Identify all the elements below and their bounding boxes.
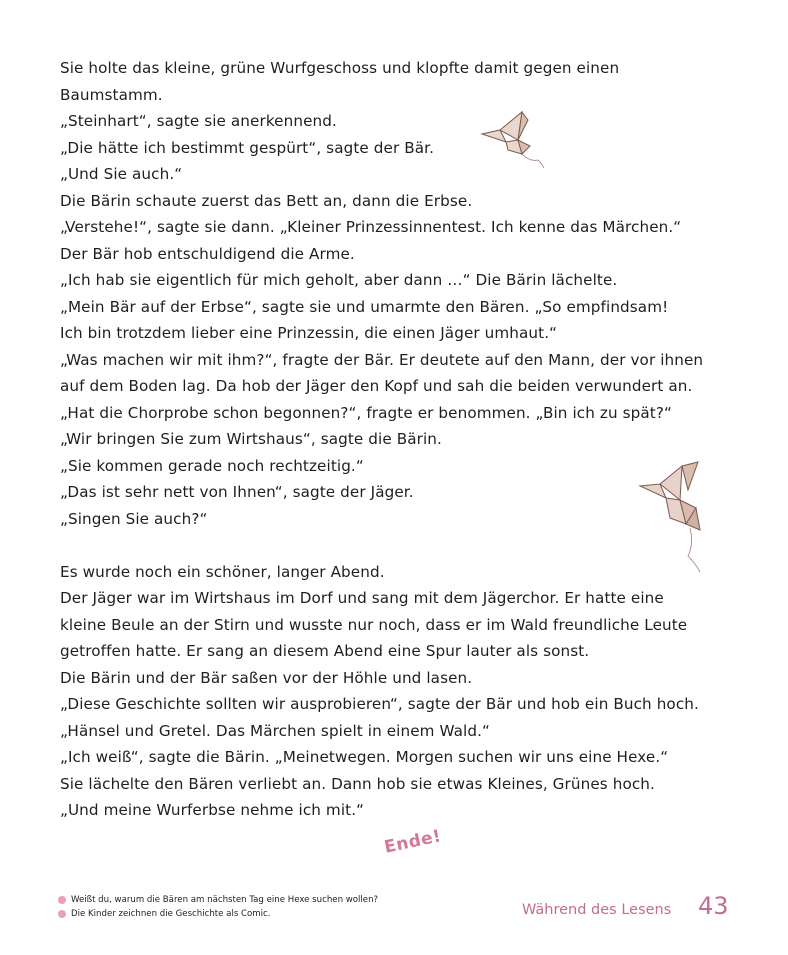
story-line: „Sie kommen gerade noch rechtzeitig.“ bbox=[60, 456, 364, 475]
story-line: „Was machen wir mit ihm?“, fragte der Bär. Er deutete auf den Mann, der vor ihnen bbox=[60, 350, 704, 369]
story-line: kleine Beule an der Stirn und wusste nur noch, dass er im Wald freundliche Leute bbox=[60, 615, 688, 634]
story-line: „Und Sie auch.“ bbox=[60, 165, 183, 183]
story-line: Ich bin trotzdem lieber eine Prinzessin, die einen Jäger umhaut.“ bbox=[60, 324, 558, 342]
story-line: „Steinhart“, sagte sie anerkennend. bbox=[60, 112, 337, 130]
story-line: Die Bärin schaute zuerst das Bett an, dann die Erbse. bbox=[60, 191, 473, 210]
story-line: Baumstamm. bbox=[60, 85, 163, 104]
story-line: „Und meine Wurferbse nehme ich mit.“ bbox=[60, 801, 365, 819]
teacher-notes bbox=[58, 893, 378, 921]
story-line: „Ich weiß“, sagte die Bärin. „Meinetwegen. Morgen suchen wir uns eine Hexe.“ bbox=[60, 748, 669, 766]
story-line: „Das ist sehr nett von Ihnen“, sagte der Jäger. bbox=[60, 483, 414, 501]
story-line: getroffen hatte. Er sang an diesem Abend eine Spur lauter als sonst. bbox=[60, 642, 590, 660]
story-line: „Diese Geschichte sollten wir ausprobieren“, sagte der Bär und hob ein Buch hoch. bbox=[60, 695, 699, 713]
ende-stamp: Ende! bbox=[382, 826, 444, 858]
note-text: Die Kinder zeichnen die Geschichte als Comic. bbox=[71, 909, 271, 919]
story-line: „Hat die Chorprobe schon begonnen?“, fragte er benommen. „Bin ich zu spät?“ bbox=[60, 403, 672, 422]
note-item bbox=[58, 893, 378, 907]
story-line: „Hänsel und Gretel. Das Märchen spielt in einem Wald.“ bbox=[60, 721, 490, 740]
story-line: Es wurde noch ein schöner, langer Abend. bbox=[60, 562, 385, 581]
note-text: Weißt du, warum die Bären am nächsten Tag eine Hexe suchen wollen? bbox=[71, 895, 379, 905]
story-line: Sie lächelte den Bären verliebt an. Dann hob sie etwas Kleines, Grünes hoch. bbox=[60, 774, 655, 793]
section-label: Während des Lesens bbox=[522, 902, 672, 918]
story-text bbox=[60, 55, 720, 824]
origami-bird-icon bbox=[478, 110, 550, 172]
paragraph-gap bbox=[60, 532, 720, 559]
story-line: Der Bär hob entschuldigend die Arme. bbox=[60, 244, 355, 263]
story-line: „Singen Sie auch?“ bbox=[60, 509, 208, 528]
origami-bird-icon bbox=[636, 460, 716, 580]
page-number: 43 bbox=[698, 892, 729, 920]
story-line: auf dem Boden lag. Da hob der Jäger den Kopf und sah die beiden verwundert an. bbox=[60, 377, 693, 395]
story-line: Die Bärin und der Bär saßen vor der Höhle und lasen. bbox=[60, 668, 473, 687]
story-line: Sie holte das kleine, grüne Wurfgeschoss und klopfte damit gegen einen bbox=[60, 59, 620, 77]
story-line: „Verstehe!“, sagte sie dann. „Kleiner Prinzessinnentest. Ich kenne das Märchen.“ bbox=[60, 218, 682, 236]
story-line: „Ich hab sie eigentlich für mich geholt, aber dann …“ Die Bärin lächelte. bbox=[60, 271, 618, 289]
bullet-dot-icon bbox=[58, 896, 66, 904]
story-line: „Wir bringen Sie zum Wirtshaus“, sagte die Bärin. bbox=[60, 430, 442, 448]
story-line: „Die hätte ich bestimmt gespürt“, sagte der Bär. bbox=[60, 138, 435, 157]
bullet-dot-icon bbox=[58, 910, 66, 918]
story-line: „Mein Bär auf der Erbse“, sagte sie und umarmte den Bären. „So empfindsam! bbox=[60, 297, 669, 316]
note-item bbox=[58, 907, 378, 921]
story-line: Der Jäger war im Wirtshaus im Dorf und sang mit dem Jägerchor. Er hatte eine bbox=[60, 589, 664, 607]
